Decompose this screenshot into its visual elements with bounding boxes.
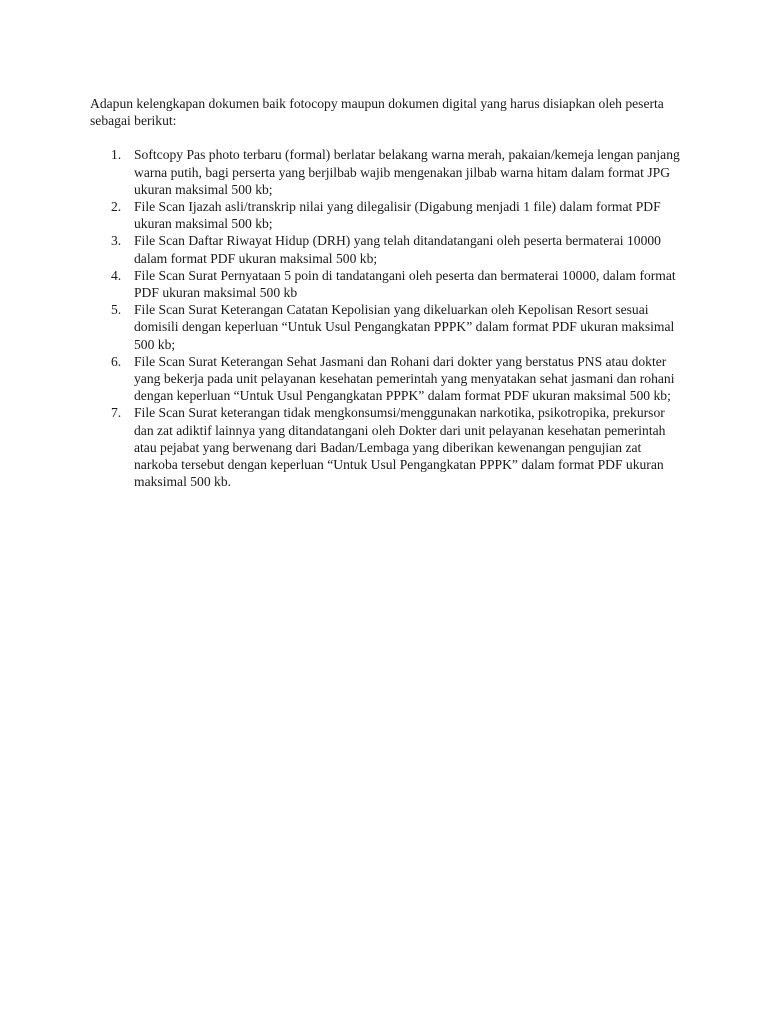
document-body xyxy=(90,95,680,490)
list-item xyxy=(90,232,680,266)
list-item-text: File Scan Ijazah asli/transkrip nilai yang dilegalisir (Digabung menjadi 1 file) dalam format PDF ukuran maksimal 500 kb; xyxy=(134,199,661,232)
list-item-text: File Scan Daftar Riwayat Hidup (DRH) yang telah ditandatangani oleh peserta bermaterai 10000 dalam format PDF ukuran maksimal 500 kb; xyxy=(134,233,661,266)
list-item-number: 1. xyxy=(111,147,122,163)
list-item xyxy=(90,267,680,301)
list-item-number: 7. xyxy=(111,405,122,421)
list-item-number: 2. xyxy=(111,199,122,215)
list-item-text: File Scan Surat Pernyataan 5 poin di tandatangani oleh peserta dan bermaterai 10000, dalam format PDF ukuran maksimal 500 kb xyxy=(134,267,676,301)
list-item xyxy=(90,198,680,232)
list-item-number: 3. xyxy=(111,233,122,249)
requirements-list xyxy=(90,146,680,490)
list-item xyxy=(90,301,680,353)
list-item-text: File Scan Surat Keterangan Catatan Kepolisian yang dikeluarkan oleh Kepolisan Resort sesuai domisili dengan keperluan “Untuk Usul Pengangkatan PPPK” dalam format PDF ukuran maksimal 500 kb; xyxy=(134,302,675,352)
list-item-text: File Scan Surat keterangan tidak mengkonsumsi/menggunakan narkotika, psikotropika, prekursor dan zat adiktif lainnya yang ditandatangani oleh Dokter dari unit pelayanan kesehatan pemerintah atau pejabat yang berwenang dari Badan/Lembaga yang diberikan kewenangan pengujian zat narkoba tersebut dengan keperluan “Untuk Usul Pengangkatan PPPK” dalam format PDF ukuran maksimal 500 kb. xyxy=(134,405,666,490)
list-item-number: 5. xyxy=(111,302,122,318)
list-item xyxy=(90,404,680,490)
list-item xyxy=(90,353,680,405)
list-item-number: 4. xyxy=(111,267,122,283)
list-item-number: 6. xyxy=(111,353,122,369)
intro-paragraph: Adapun kelengkapan dokumen baik fotocopy maupun dokumen digital yang harus disiapkan oleh peserta sebagai berikut: xyxy=(90,96,664,129)
list-item-text: File Scan Surat Keterangan Sehat Jasmani dan Rohani dari dokter yang berstatus PNS atau dokter yang bekerja pada unit pelayanan kesehatan pemerintah yang menyatakan sehat jasmani dan rohani dengan keperluan “Untuk Usul Pengangkatan PPPK” dalam format PDF ukuran maksimal 500 kb; xyxy=(134,353,675,404)
list-item-text: Softcopy Pas photo terbaru (formal) berlatar belakang warna merah, pakaian/kemeja lengan panjang warna putih, bagi perserta yang berjilbab wajib mengenakan jilbab warna hitam dalam format JPG ukuran maksimal 500 kb; xyxy=(134,147,680,197)
list-item xyxy=(90,146,680,198)
